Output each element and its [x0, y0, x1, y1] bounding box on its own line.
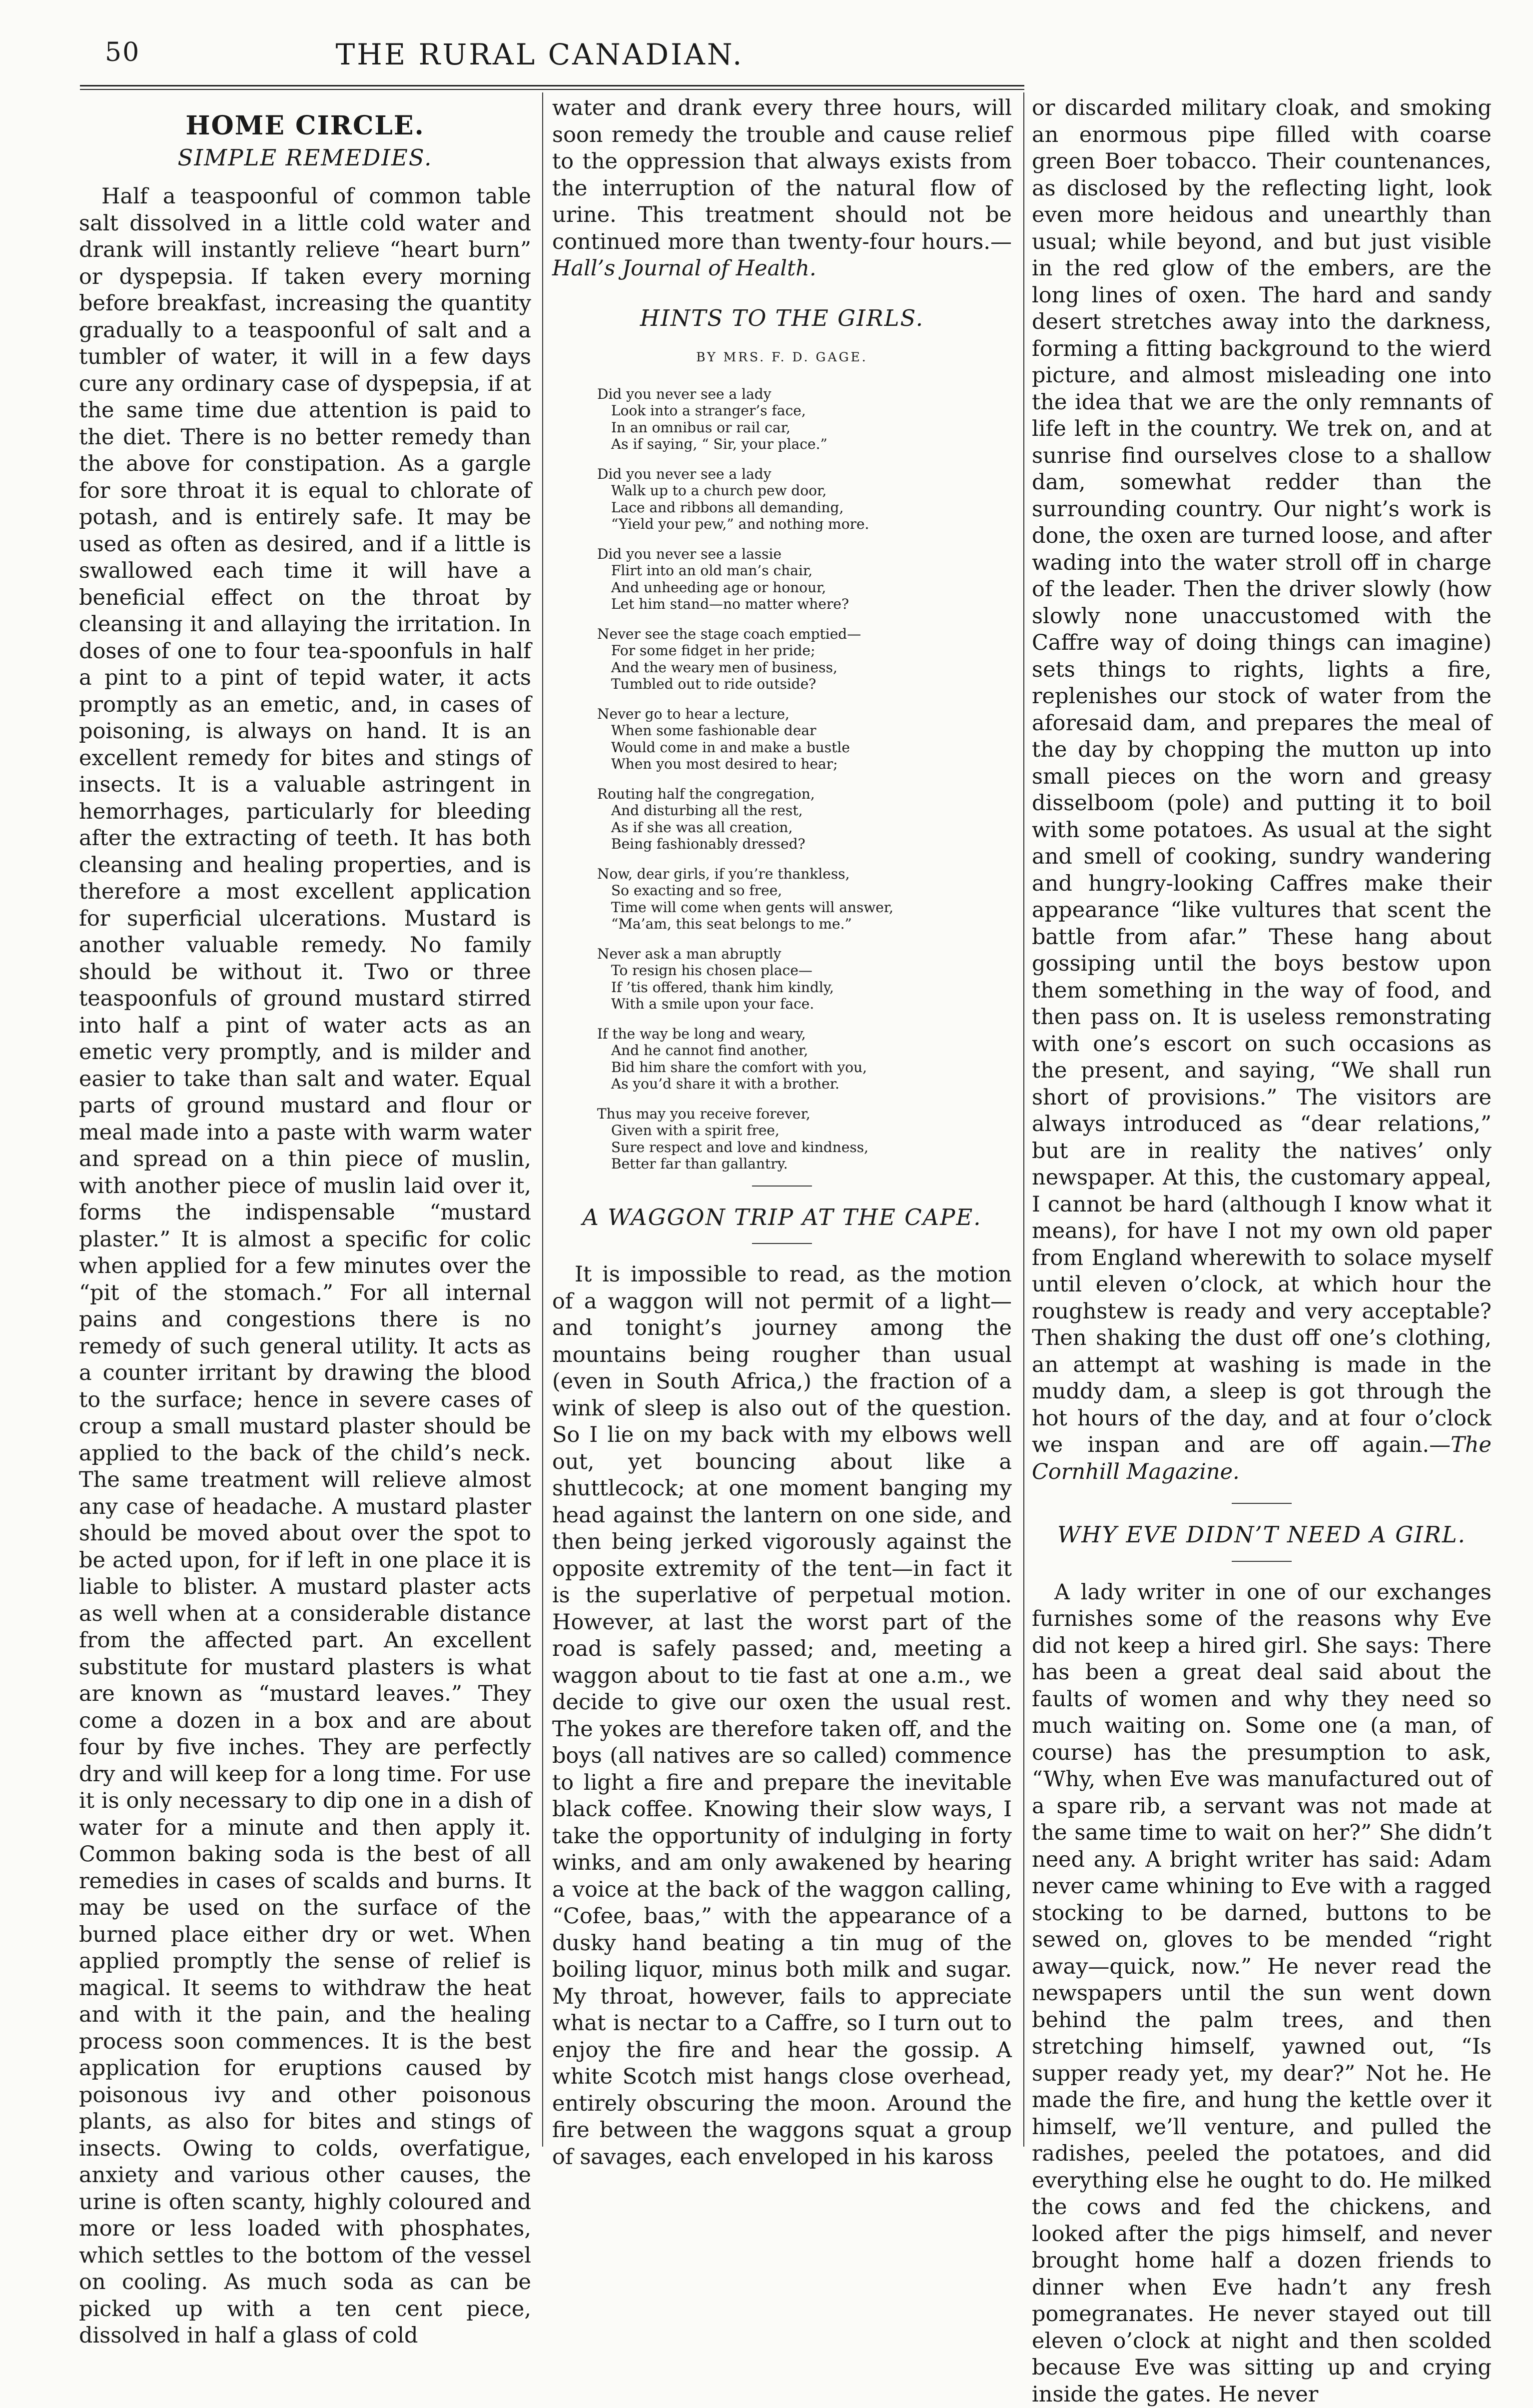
poem-line: Never go to hear a lecture,: [597, 706, 1012, 723]
article-body: Half a teaspoonful of common table salt dissolved in a little cold water and drank will instantly relieve “heart burn” or dyspepsia. If taken every morning before breakfast, increasing the quantity gradually to a teaspoonful of salt and a tumbler of water, it will in a few days cure any ordinary case of dyspepsia, if at the same time due attention is paid to the diet. There is no better remedy than the above for constipation. As a gargle for sore throat it is equal to chlorate of potash, and is entirely safe. It may be used as often as desired, and if a little is swallowed each time it will have a beneficial effect on the throat by cleansing it and allaying the irritation. In doses of one to four tea-spoonfuls in half a pint to a pint of tepid water, it acts promptly as an emetic, and, in cases of poisoning, is always on hand. It is an excellent remedy for bites and stings of insects. It is a valuable astringent in hemorrhages, particularly for bleeding after the extracting of teeth. It has both cleansing and healing properties, and is therefore a most excellent application for superficial ulcerations. Mustard is another valuable remedy. No family should be without it. Two or three teaspoonfuls of ground mustard stirred into half a pint of water acts as an emetic very promptly, and is milder and easier to take than salt and water. Equal parts of ground mustard and flour or meal made into a paste with warm water and spread on a thin piece of muslin, with another piece of muslin laid over it, forms the indispensable “mustard plaster.” It is almost a specific for colic when applied for a few minutes over the “pit of the stomach.” For all internal pains and congestions there is no remedy of such general utility. It acts as a counter irritant by drawing the blood to the surface; hence in severe cases of croup a small mustard plaster should be applied to the back of the child’s neck. The same treatment will relieve almost any case of headache. A mustard plaster should be moved about over the spot to be acted upon, for if left in one place it is liable to blister. A mustard plaster acts as well when at a considerable distance from the affected part. An excellent substitute for mustard plasters is what are known as “mustard leaves.” They come a dozen in a box and are about four by five inches. They are perfectly dry and will keep for a long time. For use it is only necessary to dip one in a dish of water for a minute and then apply it. Common baking soda is the best of all remedies in cases of scalds and burns. It may be used on the surface of the burned place either dry or wet. When applied promptly the sense of relief is magical. It seems to withdraw the heat and with it the pain, and the healing process soon commences. It is the best application for eruptions caused by poisonous ivy and other poisonous plants, as also for bites and stings of insects. Owing to colds, overfatigue, anxiety and various other causes, the urine is often scanty, highly coloured and more or less loaded with phosphates, which settles to the bottom of the vessel on cooling. As much soda as can be picked up with a ten cent piece, dissolved in half a glass of cold: [79, 183, 531, 2350]
poem-line: As if she was all creation,: [597, 819, 1012, 836]
poem-line: If ’tis offered, thank him kindly,: [597, 979, 1012, 996]
poem-line: When some fashionable dear: [597, 722, 1012, 739]
article-title-simple-remedies: SIMPLE REMEDIES.: [79, 144, 531, 171]
poem-stanza: [597, 786, 1012, 853]
poem-line: Bid him share the comfort with you,: [597, 1059, 1012, 1076]
continuation-text: water and drank every three hours, will soon remedy the trouble and cause relief to the oppression that always exists from the interruption of the natural flow of urine. This treatment should not be continued more than twenty-four hours.—: [552, 95, 1012, 254]
poem-line: With a smile upon your face.: [597, 996, 1012, 1013]
poem-byline: BY MRS. F. D. GAGE.: [552, 344, 1012, 371]
poem-line: Walk up to a church pew door,: [597, 482, 1012, 499]
poem-line: As if saying, “ Sir, your place.”: [597, 436, 1012, 453]
poem-line: “Yield your pew,” and nothing more.: [597, 516, 1012, 533]
poem-line: Being fashionably dressed?: [597, 836, 1012, 853]
divider-rule: [752, 1243, 812, 1244]
column-1: [79, 95, 531, 2144]
page-header: [75, 37, 1004, 77]
poem-stanza: [597, 706, 1012, 773]
poem-line: For some fidget in her pride;: [597, 642, 1012, 659]
continuation-text: or discarded military cloak, and smoking an enormous pipe filled with coarse green Boer tobacco. Their countenances, as disclosed by the reflecting light, look even more heidous and unearthly than usual; while beyond, and but just visible in the red glow of the embers, are the long lines of oxen. The hard and sandy desert stretches away into the darkness, forming a fitting background to the wierd picture, and almost misleading one into the idea that we are the only remnants of life left in the country. We trek on, and at sunrise find ourselves close to a shallow dam, somewhat redder than the surrounding country. Our night’s work is done, the oxen are turned loose, and after wading into the water stroll off in charge of the leader. Then the driver slowly (how slowly none unaccustomed with the Caffre way of doing things can imagine) sets things to rights, lights a fire, replenishes our stock of water from the aforesaid dam, and prepares the meal of the day by chopping the mutton up into small pieces on the worn and greasy disselboom (pole) and putting it to boil with some potatoes. As usual at the sight and smell of cooking, sundry wandering and hungry-looking Caffres make their appearance “like vultures that scent the battle from afar.” These hang about gossiping until the boys bestow upon them something in the way of food, and then pass on. It is useless remonstrating with one’s escort on such occasions as the present, and saying, “We shall run short of provisions.” The visitors are always introduced as “dear relations,” but are in reality the natives’ only newspaper. At this, the customary appeal, I cannot be hard (although I know what it means), for have I not my own old paper from England wherewith to solace myself until eleven o’clock, at which hour the roughstew is ready and very acceptable? Then shaking the dust off one’s clothing, an attempt at washing is made in the muddy dam, a sleep is got through the hot hours of the day, and at four o’clock we inspan and are off again.—: [1032, 95, 1492, 1457]
divider-rule: [752, 1186, 812, 1187]
header-rule: [80, 85, 1024, 86]
poem-line: And disturbing all the rest,: [597, 802, 1012, 819]
section-heading: HOME CIRCLE.: [79, 112, 531, 139]
poem-line: Now, dear girls, if you’re thankless,: [597, 866, 1012, 883]
poem-line: Did you never see a lady: [597, 386, 1012, 403]
poem-line: As you’d share it with a brother.: [597, 1076, 1012, 1093]
column-divider-2: [1023, 92, 1024, 2147]
poem-line: Flirt into an old man’s chair,: [597, 562, 1012, 579]
poem-line: Thus may you receive forever,: [597, 1106, 1012, 1123]
column-2: [552, 95, 1012, 2144]
poem-line: So exacting and so free,: [597, 882, 1012, 899]
poem-stanza: [597, 626, 1012, 693]
publication-title: THE RURAL CANADIAN.: [75, 37, 1004, 71]
source-credit: The Cornhill Magazine.: [1032, 1432, 1492, 1484]
poem-stanza: [597, 466, 1012, 533]
poem-line: Given with a spirit free,: [597, 1122, 1012, 1139]
poem-title: HINTS TO THE GIRLS.: [552, 305, 1012, 332]
poem-line: To resign his chosen place—: [597, 962, 1012, 979]
poem-line: Sure respect and love and kindness,: [597, 1139, 1012, 1156]
poem-stanza: [597, 386, 1012, 453]
poem-line: And unheeding age or honour,: [597, 579, 1012, 596]
poem-line: Tumbled out to ride outside?: [597, 676, 1012, 693]
poem-line: Would come in and make a bustle: [597, 739, 1012, 756]
poem-line: Routing half the congregation,: [597, 786, 1012, 803]
poem-stanza: [597, 1106, 1012, 1173]
poem-line: Look into a stranger’s face,: [597, 402, 1012, 419]
poem-stanza: [597, 546, 1012, 613]
poem-body: [552, 386, 1012, 1173]
column-3: [1032, 95, 1492, 2144]
poem-line: Lace and ribbons all demanding,: [597, 499, 1012, 516]
source-credit: Hall’s Journal of Health.: [552, 256, 816, 281]
poem-line: If the way be long and weary,: [597, 1026, 1012, 1043]
poem-line: Never ask a man abruptly: [597, 946, 1012, 963]
poem-line: Better far than gallantry.: [597, 1156, 1012, 1173]
poem-line: When you most desired to hear;: [597, 756, 1012, 773]
article-title-waggon-trip: A WAGGON TRIP AT THE CAPE.: [552, 1204, 1012, 1231]
poem-stanza: [597, 946, 1012, 1013]
poem-line: And he cannot find another,: [597, 1042, 1012, 1059]
poem-stanza: [597, 866, 1012, 933]
poem-line: Did you never see a lassie: [597, 546, 1012, 563]
column-divider-1: [542, 92, 543, 2147]
divider-rule: [1232, 1503, 1292, 1504]
poem-stanza: [597, 1026, 1012, 1093]
header-rule-thin: [80, 89, 1024, 90]
article-body: It is impossible to read, as the motion of a waggon will not permit of a light—and tonight’s journey among the mountains being rougher than usual (even in South Africa,) the fraction of a wink of sleep is also out of the question. So I lie on my back with my elbows well out, yet bouncing about like a shuttlecock; at one moment banging my head against the lantern on one side, and then being jerked vigorously against the opposite extremity of the tent—in fact it is the superlative of perpetual motion. However, at last the worst part of the road is safely passed; and, meeting a waggon about to tie fast at one a.m., we decide to give our oxen the usual rest. The yokes are therefore taken off, and the boys (all natives are so called) commence to light a fire and prepare the inevitable black coffee. Knowing their slow ways, I take the opportunity of indulging in forty winks, and am only awakened by hearing a voice at the back of the waggon calling, “Cofee, baas,” with the appearance of a dusky hand beating a tin mug of the boiling liquor, minus both milk and sugar. My throat, however, fails to appreciate what is nectar to a Caffre, so I turn out to enjoy the fire and hear the gossip. A white Scotch mist hangs close overhead, entirely obscuring the moon. Around the fire between the waggons squat a group of savages, each enveloped in his kaross: [552, 1261, 1012, 2171]
poem-line: Time will come when gents will answer,: [597, 899, 1012, 916]
article-continuation: [552, 95, 1012, 282]
divider-rule: [1232, 1561, 1292, 1562]
article-continuation: [1032, 95, 1492, 1485]
article-title-eve: WHY EVE DIDN’T NEED A GIRL.: [1032, 1521, 1492, 1548]
page-number: 50: [105, 37, 140, 67]
poem-line: “Ma’am, this seat belongs to me.”: [597, 916, 1012, 933]
poem-line: Never see the stage coach emptied—: [597, 626, 1012, 643]
article-body: A lady writer in one of our exchanges furnishes some of the reasons why Eve did not keep a hired girl. She says: There has been a great deal said about the faults of women and why they need so much waiting on. Some one (a man, of course) has the presumption to ask, “Why, when Eve was manufactured out of a spare rib, a servant was not made at the same time to wait on her?” She didn’t need any. A bright writer has said: Adam never came whining to Eve with a ragged stocking to be darned, buttons to be sewed on, gloves to be mended “right away—quick, now.” He never read the newspapers until the sun went down behind the palm trees, and then stretching himself, yawned out, “Is supper ready yet, my dear?” Not he. He made the fire, and hung the kettle over it himself, we’ll venture, and pulled the radishes, peeled the potatoes, and did everything else he ought to do. He milked the cows and fed the chickens, and looked after the pigs himself, and never brought home half a dozen friends to dinner when Eve hadn’t any fresh pomegranates. He never stayed out till eleven o’clock at night and then scolded because Eve was sitting up and crying inside the gates. He never: [1032, 1579, 1492, 2408]
poem-line: And the weary men of business,: [597, 659, 1012, 676]
poem-line: Let him stand—no matter where?: [597, 596, 1012, 613]
poem-line: In an omnibus or rail car,: [597, 419, 1012, 436]
poem-line: Did you never see a lady: [597, 466, 1012, 483]
